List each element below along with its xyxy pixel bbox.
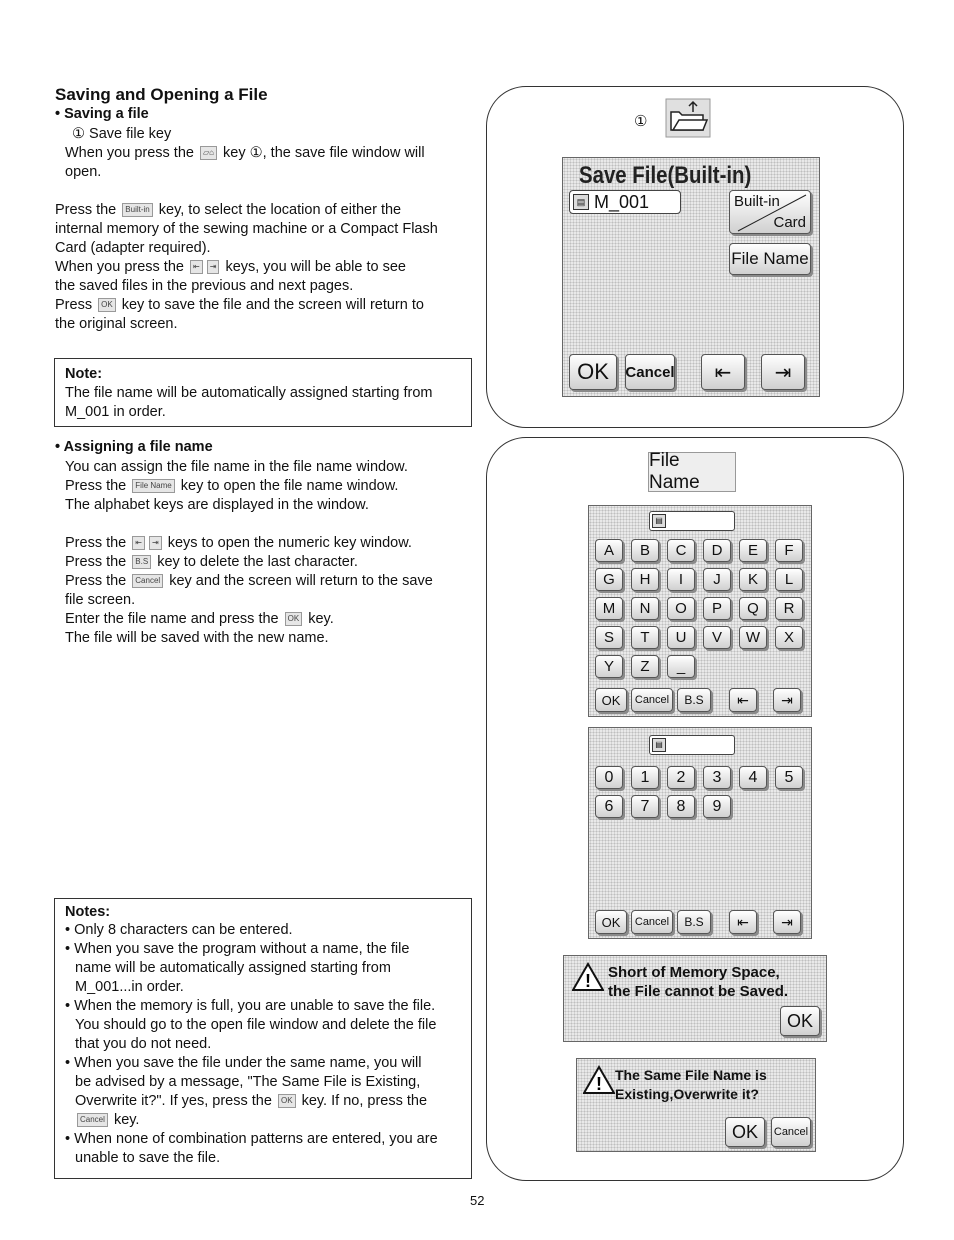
letter-key[interactable]: Q xyxy=(739,597,767,620)
para-line: file screen. xyxy=(65,592,136,608)
letter-key[interactable]: U xyxy=(667,626,695,649)
prev-page-icon: ⇤ xyxy=(190,260,203,274)
arrow-right-icon: ⇥ xyxy=(781,691,793,708)
para-line: the original screen. xyxy=(55,316,178,332)
next-page-button[interactable] xyxy=(761,354,805,390)
cancel-button[interactable]: Cancel xyxy=(631,688,673,712)
page-number: 52 xyxy=(470,1193,485,1208)
letter-key[interactable]: _ xyxy=(667,655,695,678)
backspace-button[interactable]: B.S xyxy=(677,910,711,934)
notes-line: be advised by a message, "The Same File is Existing, xyxy=(75,1074,421,1090)
file-name-key-icon: File Name xyxy=(132,479,174,493)
ok-button[interactable]: OK xyxy=(725,1117,765,1147)
built-in-label: Built-in xyxy=(734,193,780,210)
text: Press the xyxy=(65,573,127,589)
arrow-left-icon: ⇤ xyxy=(737,913,749,930)
notes-line: • When none of combination patterns are entered, you are xyxy=(65,1131,438,1147)
svg-text:!: ! xyxy=(585,971,591,991)
overwrite-confirm-dialog xyxy=(576,1058,816,1152)
para-line xyxy=(55,258,406,277)
cancel-key-icon: Cancel xyxy=(132,574,163,588)
notes-line: • Only 8 characters can be entered. xyxy=(65,922,293,938)
prev-page-icon: ⇤ xyxy=(132,536,145,550)
letter-key[interactable]: R xyxy=(775,597,803,620)
svg-text:!: ! xyxy=(596,1074,602,1094)
memory-warning-dialog xyxy=(563,955,827,1042)
save-file-icon: ▱⌂ xyxy=(200,146,217,160)
notes-line: • When you save the program without a name, the file xyxy=(65,941,410,957)
warning-line: Existing,Overwrite it? xyxy=(615,1086,759,1102)
text: Press the xyxy=(55,202,117,218)
save-file-key-item: ① Save file key xyxy=(72,126,172,142)
letter-key[interactable]: D xyxy=(703,539,731,562)
letter-key[interactable]: T xyxy=(631,626,659,649)
text: key. xyxy=(113,1112,140,1128)
digit-key[interactable]: 5 xyxy=(775,766,803,789)
para-line xyxy=(65,553,358,572)
letter-key[interactable]: Y xyxy=(595,655,623,678)
letter-key[interactable]: P xyxy=(703,597,731,620)
notes-line xyxy=(75,1111,139,1130)
digit-key[interactable]: 6 xyxy=(595,795,623,818)
text: key ①, the save file window will xyxy=(223,145,425,161)
digit-key[interactable]: 2 xyxy=(667,766,695,789)
warning-icon xyxy=(572,962,604,992)
para-line xyxy=(65,144,425,163)
letter-key[interactable]: A xyxy=(595,539,623,562)
notes-line: that you do not need. xyxy=(75,1036,212,1052)
letter-key[interactable]: W xyxy=(739,626,767,649)
file-name-button[interactable]: File Name xyxy=(729,243,811,275)
text: key, to select the location of either the xyxy=(158,202,402,218)
file-icon: ▤ xyxy=(573,194,589,210)
ok-button[interactable]: OK xyxy=(569,354,617,390)
letter-key[interactable]: H xyxy=(631,568,659,591)
file-name-heading: File Name xyxy=(648,452,736,492)
prev-page-button[interactable] xyxy=(729,910,757,934)
text: Enter the file name and press the xyxy=(65,611,279,627)
para-line xyxy=(55,296,424,315)
letter-key[interactable]: V xyxy=(703,626,731,649)
warning-line: Short of Memory Space, xyxy=(608,964,780,981)
callout-number: ① xyxy=(634,113,648,130)
para-line xyxy=(65,572,433,591)
next-page-icon: ⇥ xyxy=(207,260,220,274)
digit-key[interactable]: 4 xyxy=(739,766,767,789)
text: key to save the file and the screen will return to xyxy=(121,297,424,313)
note-box xyxy=(54,358,472,427)
letter-key[interactable]: M xyxy=(595,597,623,620)
notes-line: • When you save the file under the same name, you will xyxy=(65,1055,422,1071)
cancel-button[interactable]: Cancel xyxy=(631,910,673,934)
numeric-key-screen xyxy=(588,727,812,939)
section-title-saving: • Saving a file xyxy=(55,106,149,122)
text: Press the xyxy=(65,478,127,494)
backspace-button[interactable]: B.S xyxy=(677,688,711,712)
prev-page-button[interactable] xyxy=(729,688,757,712)
text: Press the xyxy=(65,554,127,570)
para-line: You can assign the file name in the file name window. xyxy=(65,459,408,475)
text: When you press the xyxy=(55,259,184,275)
arrow-left-icon: ⇤ xyxy=(737,691,749,708)
page-title: Saving and Opening a File xyxy=(55,85,268,104)
text: Press xyxy=(55,297,93,313)
text: keys, you will be able to see xyxy=(225,259,406,275)
letter-key[interactable]: N xyxy=(631,597,659,620)
notes-box xyxy=(54,898,472,1179)
digit-key[interactable]: 7 xyxy=(631,795,659,818)
text: Overwrite it?". If yes, press the xyxy=(75,1093,272,1109)
arrow-left-icon: ⇤ xyxy=(714,361,732,384)
letter-key[interactable]: J xyxy=(703,568,731,591)
next-page-button[interactable] xyxy=(773,688,801,712)
cancel-button[interactable]: Cancel xyxy=(625,354,675,390)
notes-line: You should go to the open file window and delete the file xyxy=(75,1017,437,1033)
letter-key[interactable]: G xyxy=(595,568,623,591)
save-file-screen xyxy=(562,157,820,397)
name-input-display xyxy=(649,511,735,531)
save-screen-title: Save File(Built-in) xyxy=(579,162,752,189)
para-line: the saved files in the previous and next pages. xyxy=(55,278,354,294)
alphabet-key-screen xyxy=(588,505,812,717)
text: keys to open the numeric key window. xyxy=(167,535,412,551)
name-input-display xyxy=(649,735,735,755)
built-in-card-icon: Built-in xyxy=(122,203,152,217)
notes-line: M_001...in order. xyxy=(75,979,184,995)
ok-key-icon: OK xyxy=(285,612,303,626)
digit-key[interactable]: 8 xyxy=(667,795,695,818)
notes-title: Notes: xyxy=(65,904,111,920)
note-title: Note: xyxy=(65,366,103,382)
text: key. If no, press the xyxy=(301,1093,428,1109)
file-icon: ▤ xyxy=(652,738,666,752)
ok-button[interactable]: OK xyxy=(595,688,627,712)
ok-button[interactable]: OK xyxy=(780,1006,820,1036)
letter-key[interactable]: S xyxy=(595,626,623,649)
built-in-card-button[interactable] xyxy=(729,190,811,234)
para-line xyxy=(65,610,334,629)
letter-key[interactable]: O xyxy=(667,597,695,620)
para-line xyxy=(65,477,398,496)
note-line: The file name will be automatically assigned starting from xyxy=(65,385,433,401)
para-line xyxy=(55,201,401,220)
warning-line: the File cannot be Saved. xyxy=(608,983,789,1000)
text: key and the screen will return to the save xyxy=(169,573,433,589)
letter-key[interactable]: E xyxy=(739,539,767,562)
prev-page-button[interactable] xyxy=(701,354,745,390)
letter-key[interactable]: F xyxy=(775,539,803,562)
bs-key-icon: B.S xyxy=(132,555,151,569)
text: key to delete the last character. xyxy=(157,554,358,570)
letter-key[interactable]: X xyxy=(775,626,803,649)
arrow-right-icon: ⇥ xyxy=(781,913,793,930)
warning-line: The Same File Name is xyxy=(615,1067,767,1083)
digit-key[interactable]: 3 xyxy=(703,766,731,789)
text: key. xyxy=(308,611,334,627)
next-page-button[interactable] xyxy=(773,910,801,934)
digit-key[interactable]: 1 xyxy=(631,766,659,789)
card-label: Card xyxy=(773,214,806,231)
ok-key-icon: OK xyxy=(278,1094,296,1108)
save-file-icon xyxy=(665,98,711,138)
para-line: internal memory of the sewing machine or a Compact Flash xyxy=(55,221,438,237)
para-line xyxy=(65,534,412,553)
para-line: The file will be saved with the new name. xyxy=(65,630,329,646)
section-title-assign: • Assigning a file name xyxy=(55,439,213,455)
notes-line: name will be automatically assigned starting from xyxy=(75,960,391,976)
filename-value: M_001 xyxy=(594,192,650,212)
notes-line: unable to save the file. xyxy=(75,1150,221,1166)
digit-key[interactable]: 0 xyxy=(595,766,623,789)
letter-key[interactable]: K xyxy=(739,568,767,591)
filename-display xyxy=(569,190,681,214)
para-line: The alphabet keys are displayed in the window. xyxy=(65,497,369,513)
para-line: open. xyxy=(65,164,102,180)
para-line: Card (adapter required). xyxy=(55,240,211,256)
warning-icon xyxy=(583,1065,615,1095)
letter-key[interactable]: L xyxy=(775,568,803,591)
letter-key[interactable]: I xyxy=(667,568,695,591)
cancel-key-icon: Cancel xyxy=(77,1113,108,1127)
next-page-icon: ⇥ xyxy=(149,536,162,550)
notes-line xyxy=(75,1092,427,1111)
ok-button[interactable]: OK xyxy=(595,910,627,934)
notes-line: • When the memory is full, you are unable to save the file. xyxy=(65,998,436,1014)
letter-key[interactable]: Z xyxy=(631,655,659,678)
file-icon: ▤ xyxy=(652,514,666,528)
digit-key[interactable]: 9 xyxy=(703,795,731,818)
text: key to open the file name window. xyxy=(180,478,399,494)
text: Press the xyxy=(65,535,127,551)
arrow-right-icon: ⇥ xyxy=(774,361,792,384)
note-line: M_001 in order. xyxy=(65,404,166,420)
letter-key[interactable]: C xyxy=(667,539,695,562)
ok-key-icon: OK xyxy=(98,298,116,312)
text: When you press the xyxy=(65,145,194,161)
letter-key[interactable]: B xyxy=(631,539,659,562)
cancel-button[interactable]: Cancel xyxy=(771,1117,811,1147)
